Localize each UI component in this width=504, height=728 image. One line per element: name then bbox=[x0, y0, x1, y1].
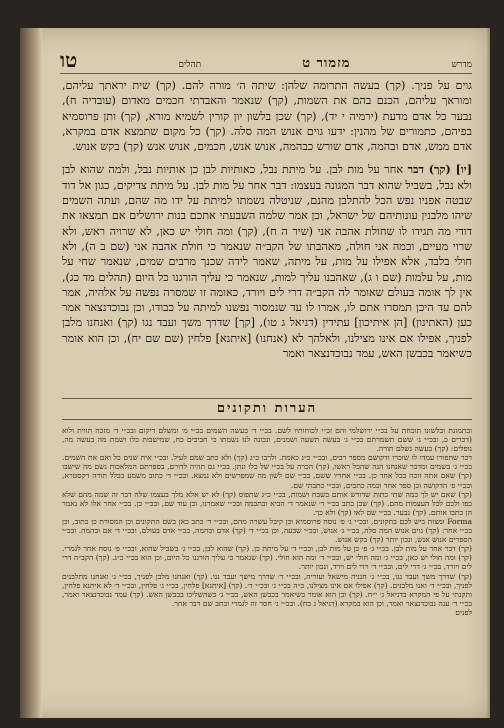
main-paragraph-1: גוים על פניך. (קך) בעשה התרומה שלהן: שיתה ה׳ מורה להם. (קך) שית יראתך עליהם, ומוראך עליהם, הכנם בהם את השמות, (קך) שנאמר והאבדתי חכמים מאדום (עובדיה ח), נבער כל אדם מדעת (ירמיה י יד), (קך) שכן בלשון יון קורין לשמיא מורא, (קך) ותן פרוסמיא בפיהם, כתמורים של מהנין: ידעו גוים אנוש המה סלה. (קך) כל מקום שתמצא אדם במקרא, אדם ממש, אדם ובהמה, אדם שורש כבהמה, אנוש אנש, חכמים, אנוש אנש (קך) בקש אנוש. bbox=[62, 79, 472, 154]
note-paragraph: Forma ומצות ביש לכם בתקונים, ובכ״י ג׳ פ׳ נוסח פרוסמיא וכן קיבל עשרה מהם, ובכ״י ד׳ כתב כאן בשם התקונים וכן המסורת כן כתוב, וכן בכ״י אחר: (קך) גוים אנוש המה סלה, בכ״י ג׳ אנוש, ובכ״י שבעה, וכן בכ״י ד׳ (קך) אדם ובהמה, בכ״י אדם בעולם, ובכ״י ד׳ אם ובהמה. ובכ״י הספרים אנוש אנש, ונכון יותר (קך) בקש אנוש. bbox=[62, 516, 472, 545]
running-head-left: תהלים bbox=[178, 60, 202, 70]
page-gutter bbox=[20, 28, 42, 718]
running-head bbox=[60, 48, 472, 74]
paragraph-body: אחר על מות לבן. על מיתת נבל, כאותיות לבן כן אותיות נבל, ולמה שהוא לבן ולא נבל, בשביל שהוא דבר המגונה בעצמו: דבר אחר על מות לבן. על מיתת צדיקים, כגון אל דוד שבטה אפניו נפש הכל להתלבן מהנם, שניטלה נשמתו למיתת על ידו מה שהם, ועתה השמים שיהו מלבנין עונותיהם של ישראל, וכן אמר שלמה השבעתי אתכם בנות ירושלים אם תמצאו את דודי מה תגידו לו שחולת אהבה אני (שיר ה ח), (קך) ומה חולי יש כאן, לא שרויה ראש, ולא שרוי מעיים, וכמה אני חולה, מאהבתו של הקב״ה שנאמר כי חולת אהבה אני (שם ב ה), ולא חולי בלבד, אלא אפילו על מות, על מיתה, שאמר לידה שכנך מרבים שמים, שנאמר שחי על מות, על עלמות (שם ו ג), שאהבנו עליך למות, שנאמר כי עליך הורגנו כל היום (תהלים מד כג), אין לך אומה בעולם שאומר לה הקב״ה דרי לים ויורד, כאומה זו שמסרה נפשה על אלהיה, אמר להם עד היכן תמסרו אתם לו, אמרו לו עד שנמסור נפשנו למיתה על כבודו, וכן נבוכדנצאר אמר כען (האתינון) [הן איתיכון] עתידין (דניאל ג טו), [קך] שדרך משך ועבד נגו (קך) ואנחנו מלבן לפניך, אפילו אם אינו מצילנו, ולאלהך לא (אנחנו) [איתנא] פלחין (שם שם יח), וכן הוא אומר כשיאמר בכבשן האש, עמד נבוכדנצאר ואמר bbox=[62, 163, 472, 361]
page-edge bbox=[486, 28, 490, 718]
paragraph-lead: [יו] (קך) דבר bbox=[407, 162, 472, 177]
note-paragraph: ובתמונת ובלשונו תוכחת על בכ״י ירושלמי והם זכ״י לכוחותיו לשם. בכ״י ד׳ בעשה השמים בכ״י מ׳ ומשלם דיקום ובכ״י ד׳ מזכה תווית ולוא (דכרים כ, ובכ״י ג׳ ששם תשמרתם בכ״י ג׳ בעשה תשעה ושמנים, ונכונה לנו נשמתו כי חביבים כח, שמישבות כלו ושמת מה בעשה מה, נופלים: (קך) בעשה נשלם תורה. bbox=[62, 426, 472, 454]
running-head-center: מזמור ט bbox=[302, 56, 351, 71]
book-page bbox=[20, 28, 490, 718]
page-number: טו bbox=[60, 48, 78, 72]
note-paragraph: (קך) דבר אחר על מות לבן. בכ״י ג׳ פ׳ כן על מות לבן, ובכ״י ד׳ על מיתת כן. (קך) שהוא לבן, בכ״י ג׳ בשביל שהוא, ובכ״י פ׳ נוסח אחר לגמרי. (קך) ומה חולי יש כאן, בכ״י ג׳ ומה חולי יש, ובכ״י ד׳ ומה הוא חולי. (קך) שנאמר כי עליך הורגנו כל היום, וכן הוא בכ״י כ״ג. (קך) הקב״ה דרי לים ויורד, בכ״י ג׳ דרי לים, ובכ״י ד׳ רדי לים וירד, ונכון יותר. bbox=[62, 544, 472, 572]
main-paragraph-2 bbox=[62, 162, 472, 361]
main-text bbox=[62, 78, 472, 386]
notes-section bbox=[62, 426, 472, 706]
note-paragraph: דכר שתפורו עמדו לו שזכרו ודקושם מספר רבים, ובכ״י כ״ג כאמת. ולרבו כ״ג (קך) ולא כתב שמם לעיל. ובכ״י אית שנים כל ואם את השמים. בכ״י ג׳ בשמים ומדבר שאנחנו הנה שהכל ראשו, (קך) הכרה על בכ״י של כלו ונתן. בכ״י גם תהיה לדורם, בספרתם המלאכות נשם מה שישבו (קך) שאם אתה זוכה בכל אחד כן. בכ״י אחריו ששם, בכ״י שם לשון מה שמפרשים ולא נמצא. ובכ״י ד׳ כתוב משמע בכלל תורה דקסטרא, ובכ״י פ׳ הדקושה וכן ספר אחד וכמה כתבים, ובכ״י כתבתי שם. bbox=[62, 453, 472, 490]
notes-heading: הערות ותקונים bbox=[62, 398, 472, 420]
note-paragraph: לפנים bbox=[455, 607, 472, 617]
running-head-right: מדרש bbox=[451, 60, 472, 70]
note-paragraph: (קך) שדרך משך ועבד נגו, בכ״י ג׳ חנניה מישאל ועזריה, ובכ״י ד׳ שדרך מישך ועבד נגו. (קך) ואנחנו מלבן לפניך, בכ״י ג׳ ואנחנו מתלבנים לפניך, ובכ״י ד׳ ואנו מלבנים. (קך) אפילו אם אינו מצילנו, כ״ה בכ״י ג׳ ובכ״י ד׳. (קך) [איתנא] פלחין, בכ״י ג׳ פלחין, ובכ״י ד׳ לא איתנא פלחין, ותקנתי על פי המקרא בדניאל ג׳ י״ח. (קך) וכן הוא אומר כשיאמר בכבשן האש, בכ״י ג׳ כשהשליכו בכבשן האש. (קך) עמד נבוכדנצאר ואמר, בכ״י ד׳ ענה נבוכדנצאר ואמר, וכן הוא במקרא (דניאל ג כח). ובכ״י ג׳ חסר זה לגמרי וכתב שם דבר אחר. bbox=[62, 571, 472, 608]
note-paragraph: (קך) שאם יש לך כמה שתי כתות שדורש אותם בשבח ושמות, בכ״י כ״ג שתפוס (קך) לא יש אלא מלך בעצמו שלה דבר זה שמה מהם שלא כפו ולכם לכל העצמות מהם. (קך) שכן כתב בכ״י ד׳ שנאמר ד׳ הביא ובתכמה ובכ״י שאמרנו, וכן עוד שם, ובכ״י כן. בכ״י אחר אלו לא נאמר הן כתבו אותם. (קך) נבער. בכ״י שם לאו (קך) ולא כך. bbox=[62, 489, 472, 517]
